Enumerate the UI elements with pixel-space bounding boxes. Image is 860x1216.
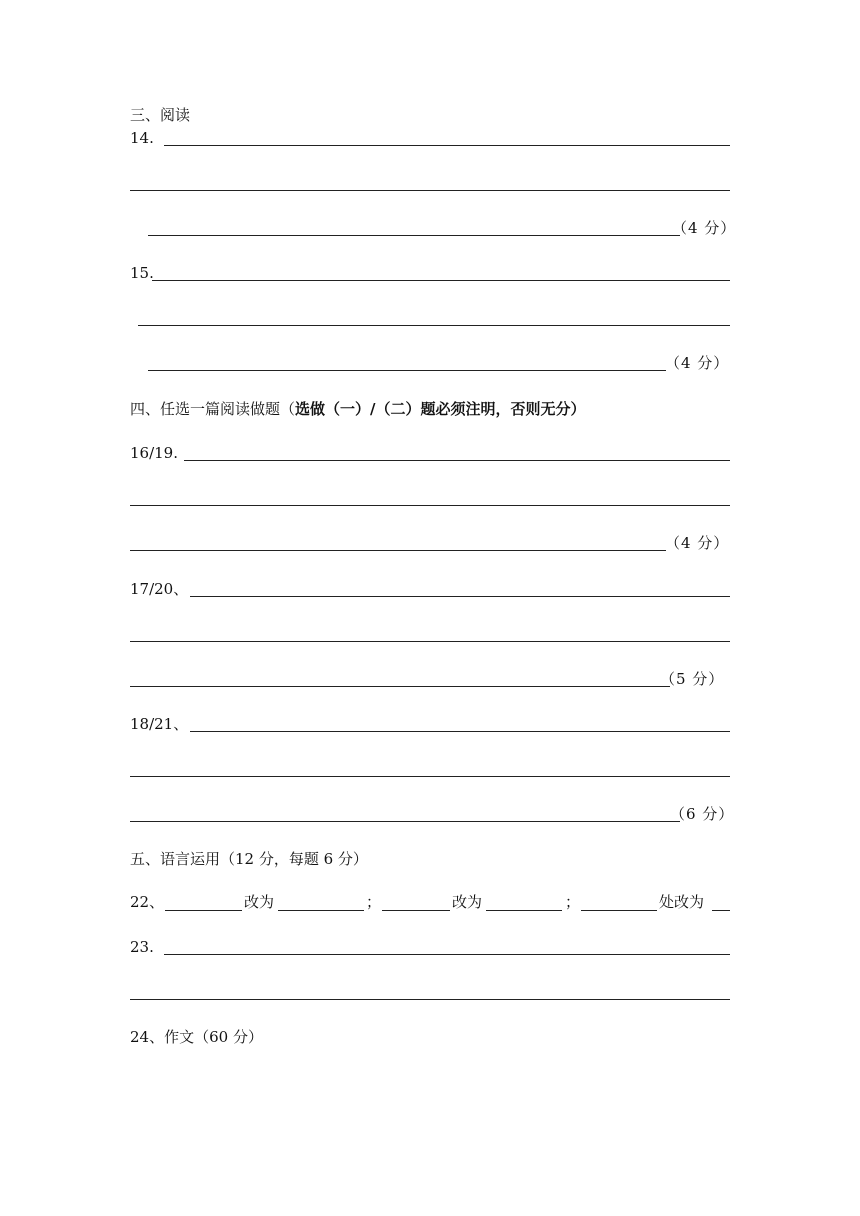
question-15-label: 15.: [130, 264, 154, 282]
q22-separator-2: ；: [565, 893, 581, 911]
q22-change-to-3: 处改为: [659, 893, 705, 911]
q14-answer-line-1[interactable]: [164, 145, 730, 146]
section-4-heading-note: 选做（一）/（二）题必须注明，否则无分）: [295, 400, 586, 418]
q22-blank-6[interactable]: [712, 910, 730, 911]
q17-20-score: （5 分）: [660, 670, 725, 688]
q15-answer-line-2[interactable]: [138, 325, 730, 326]
q22-blank-5[interactable]: [581, 910, 657, 911]
question-23-label: 23.: [130, 938, 154, 956]
question-14-label: 14.: [130, 129, 154, 147]
q16-19-answer-line-3[interactable]: [130, 550, 666, 551]
q17-20-answer-line-1[interactable]: [190, 596, 730, 597]
q22-change-to-2: 改为: [452, 893, 483, 911]
q14-score: （4 分）: [672, 219, 737, 237]
q23-answer-line-1[interactable]: [164, 954, 730, 955]
q16-19-answer-line-2[interactable]: [130, 505, 730, 506]
section-4-heading: [130, 400, 586, 418]
question-22-label: 22、: [130, 893, 165, 911]
section-4-heading-text: 四、任选一篇阅读做题（: [130, 400, 296, 418]
q22-change-to-1: 改为: [244, 893, 275, 911]
q15-answer-line-1[interactable]: [152, 280, 730, 281]
q14-answer-line-2[interactable]: [130, 190, 730, 191]
q17-20-answer-line-2[interactable]: [130, 641, 730, 642]
q16-19-answer-line-1[interactable]: [184, 460, 730, 461]
q22-blank-3[interactable]: [382, 910, 450, 911]
q18-21-answer-line-3[interactable]: [130, 821, 680, 822]
q15-score: （4 分）: [665, 354, 730, 372]
q22-separator-1: ；: [366, 893, 382, 911]
question-24-label: 24、作文（60 分）: [130, 1028, 263, 1046]
q22-blank-1[interactable]: [165, 910, 242, 911]
q22-blank-4[interactable]: [486, 910, 562, 911]
q18-21-answer-line-1[interactable]: [190, 731, 730, 732]
q16-19-score: （4 分）: [665, 534, 730, 552]
question-17-20-label: 17/20、: [130, 580, 189, 598]
q15-answer-line-3[interactable]: [148, 370, 666, 371]
section-5-heading: 五、语言运用（12 分，每题 6 分）: [130, 850, 368, 868]
q22-blank-2[interactable]: [278, 910, 364, 911]
question-18-21-label: 18/21、: [130, 715, 189, 733]
question-16-19-label: 16/19.: [130, 444, 178, 462]
q18-21-answer-line-2[interactable]: [130, 776, 730, 777]
q18-21-score: （6 分）: [670, 805, 735, 823]
q17-20-answer-line-3[interactable]: [130, 686, 670, 687]
q14-answer-line-3[interactable]: [148, 235, 680, 236]
q23-answer-line-2[interactable]: [130, 999, 730, 1000]
section-3-heading: 三、阅读: [130, 106, 191, 124]
